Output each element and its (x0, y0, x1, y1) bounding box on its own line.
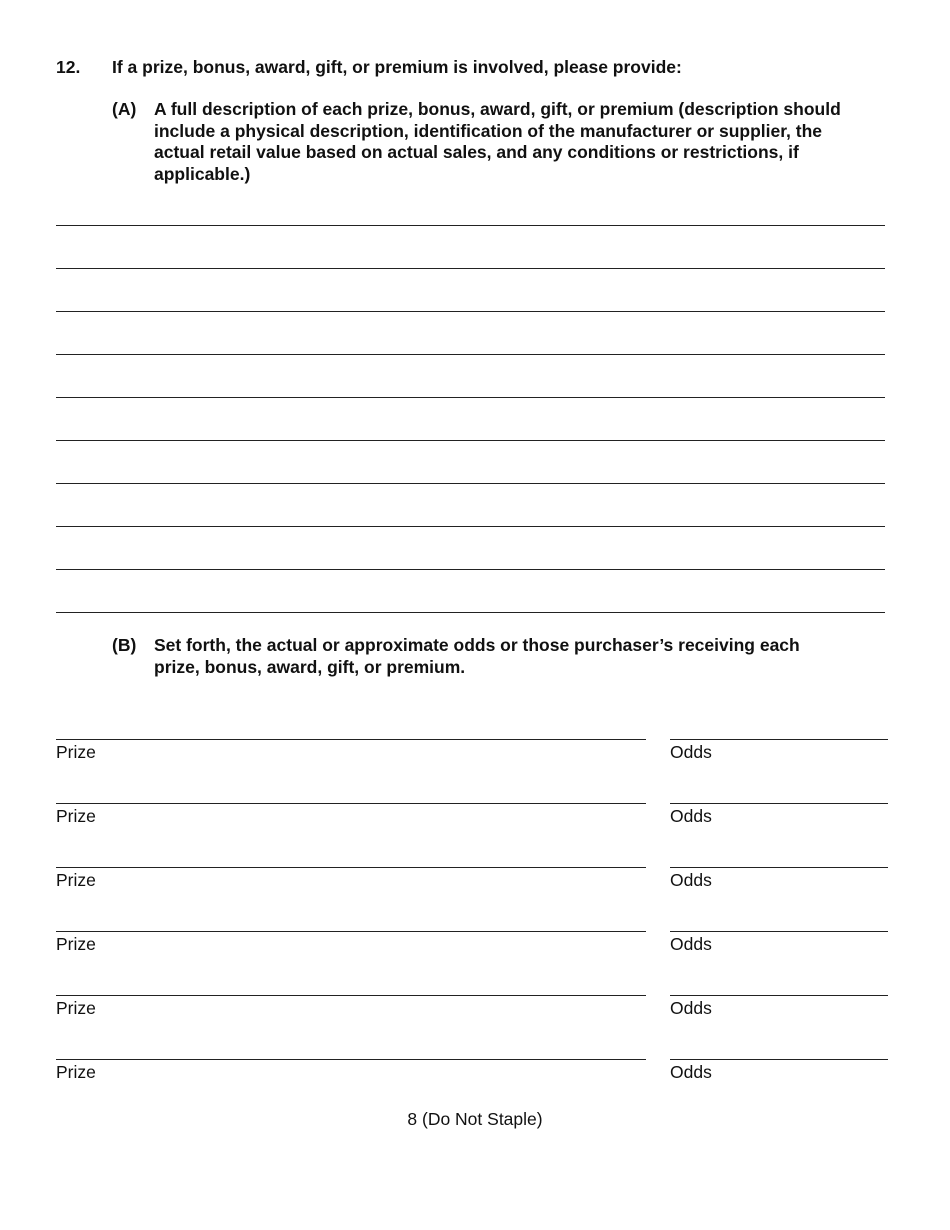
part-a-line: include a physical description, identification of the manufacturer or supplier, the (154, 120, 823, 141)
description-answer-line[interactable] (56, 225, 885, 226)
part-b-text (154, 635, 899, 678)
prize-answer-line[interactable] (56, 867, 646, 868)
odds-answer-line[interactable] (670, 931, 888, 932)
part-a-line: actual retail value based on actual sales, and any conditions or restrictions, if (154, 142, 799, 162)
description-answer-line[interactable] (56, 268, 885, 269)
description-answer-line[interactable] (56, 569, 885, 570)
part-a-line: applicable.) (154, 163, 251, 184)
odds-label: Odds (670, 806, 712, 826)
part-b-line: Set forth, the actual or approximate odds or those purchaser’s receiving each (154, 635, 800, 655)
part-a-text (154, 99, 899, 185)
odds-label: Odds (670, 998, 712, 1018)
prize-label: Prize (56, 1062, 96, 1082)
prize-label: Prize (56, 870, 96, 890)
part-b-label: (B) (112, 635, 137, 655)
prize-answer-line[interactable] (56, 739, 646, 740)
prize-label: Prize (56, 998, 96, 1018)
question-number: 12. (56, 57, 81, 77)
prize-answer-line[interactable] (56, 1059, 646, 1060)
odds-answer-line[interactable] (670, 867, 888, 868)
description-answer-line[interactable] (56, 440, 885, 441)
prize-answer-line[interactable] (56, 931, 646, 932)
description-answer-line[interactable] (56, 526, 885, 527)
odds-answer-line[interactable] (670, 995, 888, 996)
description-answer-line[interactable] (56, 483, 885, 484)
odds-label: Odds (670, 870, 712, 890)
odds-answer-line[interactable] (670, 739, 888, 740)
description-answer-line[interactable] (56, 612, 885, 613)
odds-label: Odds (670, 742, 712, 762)
description-answer-line[interactable] (56, 397, 885, 398)
part-b-line: prize, bonus, award, gift, or premium. (154, 656, 466, 677)
page-footer: 8 (Do Not Staple) (407, 1109, 543, 1129)
prize-label: Prize (56, 742, 96, 762)
description-answer-line[interactable] (56, 311, 885, 312)
odds-label: Odds (670, 1062, 712, 1082)
odds-answer-line[interactable] (670, 803, 888, 804)
description-answer-line[interactable] (56, 354, 885, 355)
part-a-line: A full description of each prize, bonus, award, gift, or premium (description should (154, 99, 841, 119)
prize-label: Prize (56, 934, 96, 954)
odds-answer-line[interactable] (670, 1059, 888, 1060)
part-a-label: (A) (112, 99, 137, 119)
odds-label: Odds (670, 934, 712, 954)
prize-answer-line[interactable] (56, 803, 646, 804)
prize-label: Prize (56, 806, 96, 826)
question-text: If a prize, bonus, award, gift, or premium is involved, please provide: (112, 57, 682, 77)
prize-answer-line[interactable] (56, 995, 646, 996)
